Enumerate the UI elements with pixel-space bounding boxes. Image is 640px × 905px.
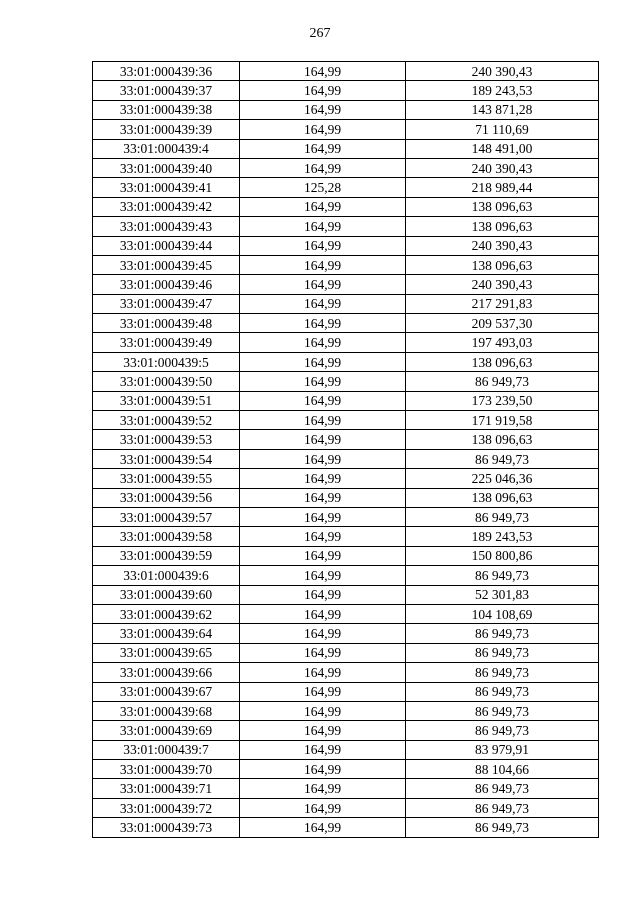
value-cell: 138 096,63 — [406, 352, 599, 371]
table-row — [93, 294, 599, 313]
value-cell: 86 949,73 — [406, 798, 599, 817]
coefficient-cell: 164,99 — [240, 818, 406, 837]
value-cell: 86 949,73 — [406, 701, 599, 720]
coefficient-cell: 164,99 — [240, 643, 406, 662]
table-row — [93, 411, 599, 430]
value-cell: 83 979,91 — [406, 740, 599, 759]
value-cell: 86 949,73 — [406, 779, 599, 798]
value-cell: 225 046,36 — [406, 469, 599, 488]
table-row — [93, 139, 599, 158]
coefficient-cell: 164,99 — [240, 624, 406, 643]
value-cell: 240 390,43 — [406, 62, 599, 81]
table-row — [93, 314, 599, 333]
table-body — [93, 62, 599, 838]
cadastral-number-cell: 33:01:000439:60 — [93, 585, 240, 604]
coefficient-cell: 164,99 — [240, 314, 406, 333]
table-row — [93, 624, 599, 643]
coefficient-cell: 164,99 — [240, 682, 406, 701]
coefficient-cell: 164,99 — [240, 798, 406, 817]
cadastral-number-cell: 33:01:000439:43 — [93, 217, 240, 236]
value-cell: 86 949,73 — [406, 372, 599, 391]
table-row — [93, 352, 599, 371]
cadastral-number-cell: 33:01:000439:55 — [93, 469, 240, 488]
table-row — [93, 333, 599, 352]
cadastral-number-cell: 33:01:000439:41 — [93, 178, 240, 197]
table-row — [93, 100, 599, 119]
cadastral-number-cell: 33:01:000439:71 — [93, 779, 240, 798]
table-row — [93, 760, 599, 779]
table-row — [93, 798, 599, 817]
coefficient-cell: 164,99 — [240, 294, 406, 313]
cadastral-number-cell: 33:01:000439:67 — [93, 682, 240, 701]
value-cell: 197 493,03 — [406, 333, 599, 352]
coefficient-cell: 164,99 — [240, 81, 406, 100]
cadastral-number-cell: 33:01:000439:48 — [93, 314, 240, 333]
table-row — [93, 120, 599, 139]
cadastral-number-cell: 33:01:000439:5 — [93, 352, 240, 371]
coefficient-cell: 164,99 — [240, 197, 406, 216]
table-row — [93, 527, 599, 546]
table-row — [93, 701, 599, 720]
table-row — [93, 430, 599, 449]
value-cell: 86 949,73 — [406, 566, 599, 585]
value-cell: 189 243,53 — [406, 81, 599, 100]
coefficient-cell: 164,99 — [240, 469, 406, 488]
value-cell: 86 949,73 — [406, 818, 599, 837]
cadastral-number-cell: 33:01:000439:69 — [93, 721, 240, 740]
coefficient-cell: 164,99 — [240, 449, 406, 468]
cadastral-number-cell: 33:01:000439:49 — [93, 333, 240, 352]
coefficient-cell: 164,99 — [240, 372, 406, 391]
table-row — [93, 62, 599, 81]
table-row — [93, 469, 599, 488]
cadastral-number-cell: 33:01:000439:44 — [93, 236, 240, 255]
table-row — [93, 663, 599, 682]
value-cell: 86 949,73 — [406, 663, 599, 682]
value-cell: 86 949,73 — [406, 449, 599, 468]
value-cell: 171 919,58 — [406, 411, 599, 430]
table-row — [93, 604, 599, 623]
cadastral-number-cell: 33:01:000439:47 — [93, 294, 240, 313]
value-cell: 138 096,63 — [406, 430, 599, 449]
value-cell: 240 390,43 — [406, 158, 599, 177]
value-cell: 173 239,50 — [406, 391, 599, 410]
value-cell: 138 096,63 — [406, 488, 599, 507]
table-row — [93, 217, 599, 236]
table-row — [93, 818, 599, 837]
table-row — [93, 178, 599, 197]
coefficient-cell: 164,99 — [240, 411, 406, 430]
coefficient-cell: 164,99 — [240, 663, 406, 682]
table-row — [93, 721, 599, 740]
value-cell: 150 800,86 — [406, 546, 599, 565]
cadastral-number-cell: 33:01:000439:7 — [93, 740, 240, 759]
value-cell: 71 110,69 — [406, 120, 599, 139]
coefficient-cell: 164,99 — [240, 217, 406, 236]
page-number: 267 — [309, 26, 331, 41]
coefficient-cell: 164,99 — [240, 585, 406, 604]
cadastral-number-cell: 33:01:000439:37 — [93, 81, 240, 100]
cadastral-number-cell: 33:01:000439:53 — [93, 430, 240, 449]
table-row — [93, 779, 599, 798]
coefficient-cell: 164,99 — [240, 139, 406, 158]
table-row — [93, 643, 599, 662]
table-row — [93, 158, 599, 177]
value-cell: 218 989,44 — [406, 178, 599, 197]
coefficient-cell: 164,99 — [240, 604, 406, 623]
coefficient-cell: 164,99 — [240, 546, 406, 565]
value-cell: 209 537,30 — [406, 314, 599, 333]
table-row — [93, 682, 599, 701]
cadastral-number-cell: 33:01:000439:58 — [93, 527, 240, 546]
cadastral-number-cell: 33:01:000439:4 — [93, 139, 240, 158]
table-row — [93, 255, 599, 274]
coefficient-cell: 164,99 — [240, 779, 406, 798]
value-cell: 86 949,73 — [406, 682, 599, 701]
coefficient-cell: 164,99 — [240, 255, 406, 274]
table-row — [93, 488, 599, 507]
value-cell: 104 108,69 — [406, 604, 599, 623]
table-row — [93, 740, 599, 759]
cadastral-number-cell: 33:01:000439:56 — [93, 488, 240, 507]
value-cell: 138 096,63 — [406, 217, 599, 236]
value-cell: 138 096,63 — [406, 255, 599, 274]
cadastral-number-cell: 33:01:000439:59 — [93, 546, 240, 565]
value-cell: 86 949,73 — [406, 624, 599, 643]
cadastral-number-cell: 33:01:000439:50 — [93, 372, 240, 391]
table-row — [93, 391, 599, 410]
value-cell: 217 291,83 — [406, 294, 599, 313]
table-row — [93, 585, 599, 604]
cadastral-number-cell: 33:01:000439:42 — [93, 197, 240, 216]
coefficient-cell: 164,99 — [240, 527, 406, 546]
value-cell: 88 104,66 — [406, 760, 599, 779]
coefficient-cell: 164,99 — [240, 740, 406, 759]
coefficient-cell: 164,99 — [240, 352, 406, 371]
table-row — [93, 81, 599, 100]
cadastral-table — [92, 61, 599, 838]
coefficient-cell: 164,99 — [240, 62, 406, 81]
cadastral-number-cell: 33:01:000439:62 — [93, 604, 240, 623]
cadastral-number-cell: 33:01:000439:6 — [93, 566, 240, 585]
cadastral-number-cell: 33:01:000439:36 — [93, 62, 240, 81]
value-cell: 138 096,63 — [406, 197, 599, 216]
value-cell: 52 301,83 — [406, 585, 599, 604]
coefficient-cell: 164,99 — [240, 100, 406, 119]
cadastral-number-cell: 33:01:000439:68 — [93, 701, 240, 720]
table-row — [93, 236, 599, 255]
cadastral-number-cell: 33:01:000439:38 — [93, 100, 240, 119]
cadastral-number-cell: 33:01:000439:46 — [93, 275, 240, 294]
value-cell: 148 491,00 — [406, 139, 599, 158]
cadastral-number-cell: 33:01:000439:57 — [93, 507, 240, 526]
cadastral-number-cell: 33:01:000439:54 — [93, 449, 240, 468]
cadastral-number-cell: 33:01:000439:52 — [93, 411, 240, 430]
coefficient-cell: 164,99 — [240, 275, 406, 294]
cadastral-number-cell: 33:01:000439:65 — [93, 643, 240, 662]
table-row — [93, 449, 599, 468]
value-cell: 240 390,43 — [406, 275, 599, 294]
table-row — [93, 372, 599, 391]
value-cell: 86 949,73 — [406, 507, 599, 526]
coefficient-cell: 164,99 — [240, 566, 406, 585]
table-row — [93, 546, 599, 565]
cadastral-number-cell: 33:01:000439:66 — [93, 663, 240, 682]
coefficient-cell: 125,28 — [240, 178, 406, 197]
value-cell: 189 243,53 — [406, 527, 599, 546]
table-row — [93, 566, 599, 585]
table-row — [93, 275, 599, 294]
value-cell: 86 949,73 — [406, 721, 599, 740]
coefficient-cell: 164,99 — [240, 430, 406, 449]
cadastral-number-cell: 33:01:000439:45 — [93, 255, 240, 274]
cadastral-number-cell: 33:01:000439:64 — [93, 624, 240, 643]
cadastral-number-cell: 33:01:000439:73 — [93, 818, 240, 837]
value-cell: 86 949,73 — [406, 643, 599, 662]
coefficient-cell: 164,99 — [240, 721, 406, 740]
table-row — [93, 197, 599, 216]
coefficient-cell: 164,99 — [240, 391, 406, 410]
cadastral-number-cell: 33:01:000439:72 — [93, 798, 240, 817]
coefficient-cell: 164,99 — [240, 507, 406, 526]
coefficient-cell: 164,99 — [240, 760, 406, 779]
cadastral-number-cell: 33:01:000439:70 — [93, 760, 240, 779]
coefficient-cell: 164,99 — [240, 488, 406, 507]
coefficient-cell: 164,99 — [240, 333, 406, 352]
table-row — [93, 507, 599, 526]
cadastral-number-cell: 33:01:000439:51 — [93, 391, 240, 410]
coefficient-cell: 164,99 — [240, 158, 406, 177]
coefficient-cell: 164,99 — [240, 236, 406, 255]
value-cell: 240 390,43 — [406, 236, 599, 255]
coefficient-cell: 164,99 — [240, 701, 406, 720]
coefficient-cell: 164,99 — [240, 120, 406, 139]
cadastral-number-cell: 33:01:000439:39 — [93, 120, 240, 139]
cadastral-number-cell: 33:01:000439:40 — [93, 158, 240, 177]
value-cell: 143 871,28 — [406, 100, 599, 119]
